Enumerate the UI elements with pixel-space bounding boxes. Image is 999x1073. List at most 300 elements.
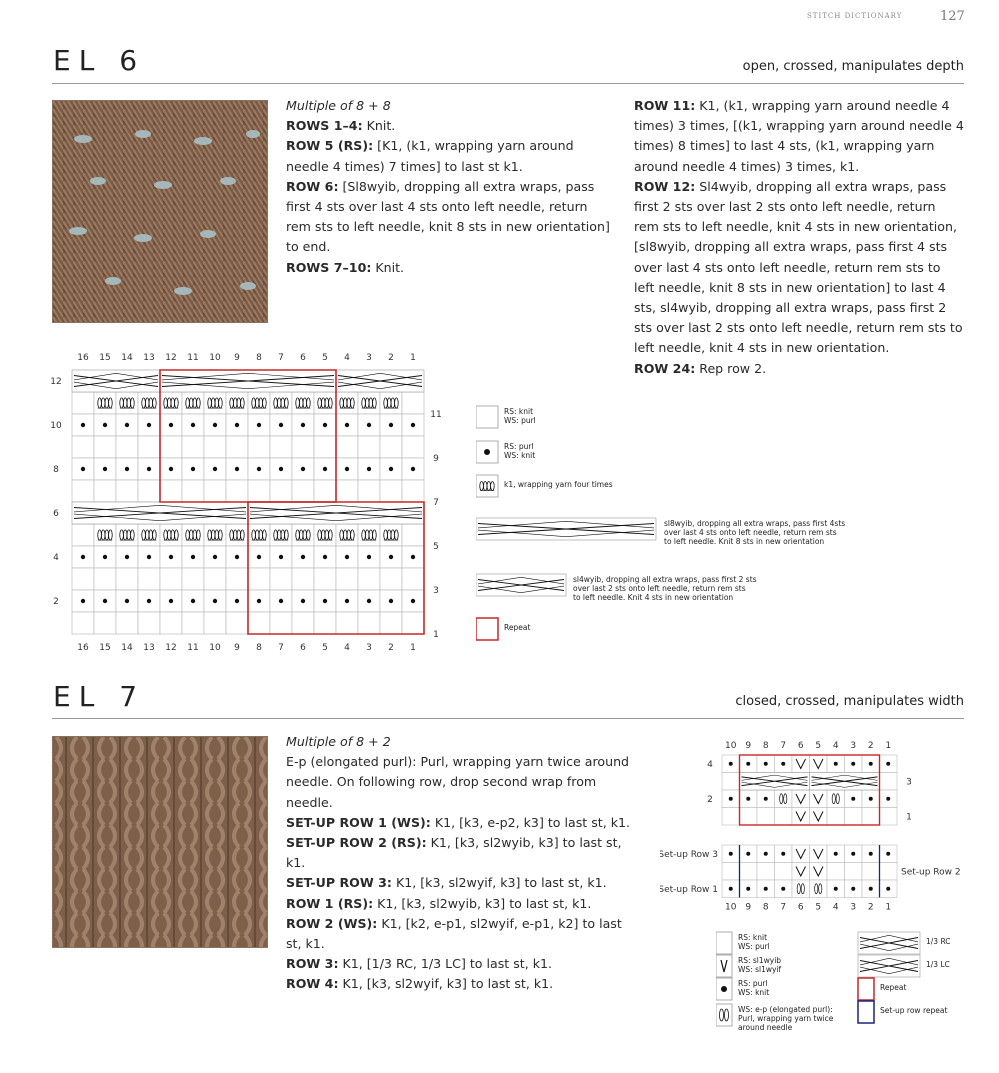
el7-col-number: 5 bbox=[815, 902, 822, 913]
el6-col-number: 16 bbox=[77, 353, 89, 363]
chart-cell bbox=[336, 480, 358, 502]
el6-chart-top-numbers bbox=[77, 353, 416, 363]
purl-dot-icon bbox=[869, 762, 873, 766]
purl-dot-icon bbox=[235, 555, 239, 559]
purl-dot-icon bbox=[169, 467, 173, 471]
chart-cell bbox=[402, 436, 424, 458]
el6-col-number: 10 bbox=[209, 643, 221, 653]
el6-col-number: 1 bbox=[410, 353, 416, 363]
repeat-icon bbox=[476, 618, 498, 640]
chart-cell bbox=[292, 612, 314, 634]
chart-cell bbox=[862, 808, 880, 826]
purl-dot-icon bbox=[213, 599, 217, 603]
legend-label bbox=[926, 960, 950, 969]
chart-cell bbox=[138, 436, 160, 458]
purl-dot-icon bbox=[389, 599, 393, 603]
legend-label-line: RS: sl1wyib bbox=[738, 956, 782, 965]
purl-dot-icon bbox=[235, 599, 239, 603]
purl-dot-icon bbox=[345, 423, 349, 427]
purl-dot-icon bbox=[169, 599, 173, 603]
el6-instruction-row-text: Knit. bbox=[362, 118, 396, 134]
purl-dot-icon bbox=[213, 467, 217, 471]
purl-dot-icon bbox=[367, 555, 371, 559]
chart-cell bbox=[792, 863, 810, 881]
el7-chart bbox=[660, 736, 960, 916]
el7-col-number: 9 bbox=[745, 741, 752, 751]
legend-label-line: over last 4 sts onto left needle, return rem sts bbox=[664, 528, 837, 537]
legend-item bbox=[476, 406, 536, 428]
chart-cell bbox=[292, 568, 314, 590]
chart-cell bbox=[336, 568, 358, 590]
purl-dot-icon bbox=[213, 423, 217, 427]
chart-cell bbox=[336, 436, 358, 458]
chart-cell bbox=[94, 612, 116, 634]
el6-instruction-line bbox=[634, 96, 964, 177]
el6-instruction-line bbox=[286, 96, 616, 116]
purl-dot-icon bbox=[851, 797, 855, 801]
chart-cell bbox=[270, 436, 292, 458]
el7-chart-grid bbox=[722, 755, 897, 898]
rc-cable-icon bbox=[858, 932, 920, 954]
el7-col-number: 9 bbox=[745, 902, 752, 913]
legend-label-line: WS: knit bbox=[738, 988, 770, 997]
el6-instructions-col2 bbox=[634, 96, 964, 379]
chart-cell bbox=[226, 568, 248, 590]
chart-cell bbox=[880, 773, 898, 791]
chart-cell bbox=[336, 612, 358, 634]
lc-cable-icon bbox=[810, 773, 880, 791]
legend-label bbox=[738, 979, 769, 997]
el6-instruction-row-label: ROWS 7–10: bbox=[286, 259, 372, 275]
chart-cell bbox=[827, 808, 845, 826]
el7-instruction-line bbox=[286, 894, 631, 914]
purl-dot-icon bbox=[257, 599, 261, 603]
purl-dot-icon bbox=[764, 762, 768, 766]
legend-label-line: Set-up row repeat bbox=[880, 1006, 948, 1015]
purl-dot-icon bbox=[125, 423, 129, 427]
legend-label bbox=[504, 407, 536, 425]
el6-col-number: 6 bbox=[300, 643, 306, 653]
el7-col-number: 4 bbox=[832, 902, 839, 913]
purl-dot-icon bbox=[746, 852, 750, 856]
el7-legend-right bbox=[858, 932, 951, 1023]
purl-dot-icon bbox=[851, 852, 855, 856]
purl-dot-icon bbox=[389, 467, 393, 471]
purl-dot-icon bbox=[191, 467, 195, 471]
el6-instructions-col1 bbox=[286, 96, 616, 278]
chart-cell bbox=[775, 808, 793, 826]
el6-col-number: 10 bbox=[209, 353, 221, 363]
chart-cell bbox=[358, 612, 380, 634]
el7-instruction-row-label: SET-UP ROW 3: bbox=[286, 875, 392, 891]
purl-dot-icon bbox=[729, 887, 733, 891]
chart-cell bbox=[845, 863, 863, 881]
chart-cell bbox=[722, 808, 740, 826]
el7-instruction-row-text: K1, [k3, sl2wyib, k3] to last st, k1. bbox=[373, 895, 592, 911]
el6-left-row-numbers bbox=[50, 377, 62, 607]
el7-instruction-line bbox=[286, 732, 631, 752]
knit-icon bbox=[716, 932, 732, 954]
purl-dot-icon bbox=[729, 762, 733, 766]
purl-dot-icon bbox=[81, 423, 85, 427]
purl-dot-icon bbox=[411, 599, 415, 603]
purl-dot-icon bbox=[764, 852, 768, 856]
chart-cell bbox=[722, 773, 740, 791]
chart-cell bbox=[72, 568, 94, 590]
running-head: STITCH DICTIONARY bbox=[807, 12, 903, 20]
legend-label-line: WS: e-p (elongated purl): bbox=[738, 1005, 833, 1014]
legend-label-line: RS: purl bbox=[738, 979, 768, 988]
chart-cell bbox=[810, 863, 828, 881]
el7-setup-label: Set-up Row 2 bbox=[901, 867, 960, 878]
chart-cell bbox=[380, 480, 402, 502]
purl-dot-icon bbox=[235, 423, 239, 427]
purl-dot-icon bbox=[411, 555, 415, 559]
el7-row-number: 2 bbox=[707, 794, 713, 805]
cross4-icon bbox=[476, 574, 566, 596]
el6-row-number: 8 bbox=[53, 465, 59, 475]
legend-item bbox=[476, 441, 535, 463]
chart-cell bbox=[270, 480, 292, 502]
el7-rule bbox=[52, 718, 964, 719]
purl-dot-icon bbox=[484, 449, 490, 455]
chart-cell bbox=[138, 568, 160, 590]
el7-chart-top-numbers bbox=[725, 741, 891, 751]
purl-dot-icon bbox=[781, 852, 785, 856]
chart-cell bbox=[226, 480, 248, 502]
el6-row-number: 5 bbox=[433, 542, 439, 552]
chart-cell bbox=[380, 612, 402, 634]
el7-col-number: 8 bbox=[762, 741, 769, 751]
el6-title: EL 6 bbox=[53, 44, 146, 77]
purl-dot-icon bbox=[367, 599, 371, 603]
el6-instruction-row-label: ROW 11: bbox=[634, 98, 696, 113]
chart-cell bbox=[402, 392, 424, 414]
chart-cell bbox=[72, 524, 94, 546]
el7-col-number: 5 bbox=[815, 741, 822, 751]
cross8-icon bbox=[160, 370, 336, 392]
purl-dot-icon bbox=[103, 467, 107, 471]
el6-col-number: 3 bbox=[366, 643, 372, 653]
chart-cell bbox=[138, 612, 160, 634]
purl-dot-icon bbox=[781, 762, 785, 766]
el6-instruction-line bbox=[286, 136, 616, 176]
purl-dot-icon bbox=[851, 762, 855, 766]
purl-dot-icon bbox=[213, 555, 217, 559]
chart-cell bbox=[402, 568, 424, 590]
el6-instruction-row-text: Knit. bbox=[371, 259, 405, 275]
el6-col-number: 11 bbox=[187, 643, 199, 653]
legend-item bbox=[476, 518, 845, 546]
chart-cell bbox=[862, 863, 880, 881]
chart-cell bbox=[380, 436, 402, 458]
el7-instruction-row-text: E-p (elongated purl): Purl, wrapping yarn twice around needle. On following row, drop second wrap from needle. bbox=[286, 754, 630, 810]
chart-cell bbox=[880, 863, 898, 881]
el6-instruction-line bbox=[634, 359, 964, 379]
purl-dot-icon bbox=[886, 887, 890, 891]
cross8-icon bbox=[72, 502, 248, 524]
legend-label-line: RS: purl bbox=[504, 442, 534, 451]
chart-cell bbox=[226, 436, 248, 458]
cross4-icon bbox=[72, 370, 160, 392]
el6-col-number: 1 bbox=[410, 643, 416, 653]
el7-title: EL 7 bbox=[53, 680, 146, 713]
el6-col-number: 16 bbox=[77, 643, 89, 653]
chart-cell bbox=[94, 436, 116, 458]
el6-col-number: 7 bbox=[278, 643, 284, 653]
el6-row-number: 4 bbox=[53, 553, 59, 563]
el7-col-number: 10 bbox=[725, 741, 737, 751]
chart-cell bbox=[792, 808, 810, 826]
el6-tags: open, crossed, manipulates depth bbox=[742, 59, 964, 74]
chart-cell bbox=[72, 436, 94, 458]
purl-dot-icon bbox=[103, 423, 107, 427]
el7-col-number: 10 bbox=[725, 902, 737, 913]
el7-instruction-row-label: ROW 1 (RS): bbox=[286, 895, 374, 911]
el6-col-number: 11 bbox=[187, 353, 199, 363]
el7-col-number: 6 bbox=[797, 902, 804, 913]
chart-cell bbox=[248, 480, 270, 502]
el7-col-number: 4 bbox=[832, 741, 839, 751]
el6-col-number: 8 bbox=[256, 353, 262, 363]
el6-col-number: 15 bbox=[99, 353, 111, 363]
purl-dot-icon bbox=[279, 467, 283, 471]
purl-dot-icon bbox=[103, 599, 107, 603]
el6-rule bbox=[52, 83, 964, 84]
purl-dot-icon bbox=[81, 555, 85, 559]
chart-cell bbox=[116, 612, 138, 634]
legend-item bbox=[716, 978, 769, 1000]
el7-instruction-row-label: SET-UP ROW 1 (WS): bbox=[286, 814, 431, 830]
chart-cell bbox=[270, 568, 292, 590]
el6-col-number: 13 bbox=[143, 643, 155, 653]
el6-chart-bottom-numbers bbox=[77, 643, 416, 653]
purl-dot-icon bbox=[729, 797, 733, 801]
purl-dot-icon bbox=[834, 852, 838, 856]
el7-chart-bottom-numbers bbox=[725, 903, 891, 913]
purl-dot-icon bbox=[301, 467, 305, 471]
purl-dot-icon bbox=[721, 986, 727, 992]
legend-label bbox=[664, 519, 845, 546]
purl-dot-icon bbox=[367, 467, 371, 471]
chart-cell bbox=[792, 790, 810, 808]
purl-dot-icon bbox=[191, 555, 195, 559]
legend-item bbox=[858, 1001, 947, 1023]
purl-dot-icon bbox=[257, 423, 261, 427]
el6-instruction-row-text: [Sl8wyib, dropping all extra wraps, pass first 4 sts over last 4 sts onto left needle, return rem sts to left needle, knit 8 sts in new orientation] to end. bbox=[286, 178, 610, 255]
el6-instruction-row-label: ROW 6: bbox=[286, 178, 339, 194]
purl-dot-icon bbox=[81, 599, 85, 603]
el7-instruction-row-text: K1, [k3, sl2wyif, k3] to last st, k1. bbox=[338, 976, 554, 992]
chart-cell bbox=[810, 790, 828, 808]
legend-item bbox=[716, 932, 770, 954]
chart-cell bbox=[380, 568, 402, 590]
chart-cell bbox=[248, 436, 270, 458]
el7-col-number: 7 bbox=[780, 902, 787, 913]
chart-cell bbox=[182, 612, 204, 634]
el6-col-number: 7 bbox=[278, 353, 284, 363]
purl-dot-icon bbox=[746, 762, 750, 766]
purl-dot-icon bbox=[191, 599, 195, 603]
el7-instruction-line bbox=[286, 833, 631, 873]
purl-dot-icon bbox=[886, 797, 890, 801]
legend-item bbox=[476, 618, 530, 640]
legend-label bbox=[504, 623, 530, 632]
chart-cell bbox=[402, 480, 424, 502]
purl-dot-icon bbox=[869, 852, 873, 856]
el6-col-number: 4 bbox=[344, 643, 350, 653]
purl-dot-icon bbox=[764, 797, 768, 801]
el7-instruction-row-text: K1, [k3, sl2wyif, k3] to last st, k1. bbox=[391, 875, 607, 891]
page-number: 127 bbox=[940, 9, 965, 24]
lc-cable-icon bbox=[858, 955, 920, 977]
legend-item bbox=[858, 978, 906, 1000]
legend-label-line: k1, wrapping yarn four times bbox=[504, 480, 613, 489]
purl-dot-icon bbox=[886, 852, 890, 856]
el7-swatch-photo bbox=[52, 736, 268, 948]
purl-dot-icon bbox=[301, 599, 305, 603]
repeat-icon bbox=[858, 978, 874, 1000]
el7-instruction-row-label: ROW 3: bbox=[286, 956, 339, 972]
chart-cell bbox=[270, 612, 292, 634]
legend-label bbox=[880, 1006, 947, 1015]
legend-label-line: around needle bbox=[738, 1023, 793, 1032]
el6-instruction-row-label: ROW 24: bbox=[634, 360, 696, 376]
el6-right-row-numbers bbox=[430, 410, 441, 640]
el6-col-number: 5 bbox=[322, 643, 328, 653]
chart-cell bbox=[810, 845, 828, 863]
el6-chart bbox=[44, 346, 464, 656]
chart-cell bbox=[775, 790, 793, 808]
purl-dot-icon bbox=[729, 852, 733, 856]
el7-col-number: 3 bbox=[850, 741, 857, 751]
el7-setup-label: Set-up Row 3 bbox=[660, 849, 718, 860]
el7-row-number: 3 bbox=[906, 777, 912, 788]
el7-instruction-row-label: ROW 4: bbox=[286, 976, 339, 992]
el7-col-number: 7 bbox=[780, 741, 787, 751]
legend-label-line: WS: knit bbox=[504, 451, 536, 460]
el6-col-number: 9 bbox=[234, 353, 240, 363]
legend-label bbox=[926, 937, 951, 946]
el6-col-number: 15 bbox=[99, 643, 111, 653]
el7-col-number: 3 bbox=[850, 902, 857, 913]
el6-instruction-line bbox=[286, 116, 616, 136]
chart-cell bbox=[314, 436, 336, 458]
chart-cell bbox=[138, 480, 160, 502]
legend-label-line: Purl, wrapping yarn twice bbox=[738, 1014, 834, 1023]
legend-label bbox=[573, 575, 757, 602]
legend-label-line: over last 2 sts onto left needle, return rem sts bbox=[573, 584, 746, 593]
purl-dot-icon bbox=[345, 599, 349, 603]
legend-label bbox=[738, 956, 782, 974]
chart-cell bbox=[792, 845, 810, 863]
purl-dot-icon bbox=[764, 887, 768, 891]
legend-label-line: Repeat bbox=[880, 983, 907, 992]
purl-dot-icon bbox=[323, 467, 327, 471]
el6-instruction-row-label: ROWS 1–4: bbox=[286, 118, 363, 134]
cross8-icon bbox=[476, 518, 656, 540]
el7-legend-left bbox=[716, 932, 834, 1032]
legend-label bbox=[504, 480, 613, 489]
el7-instruction-row-label: SET-UP ROW 2 (RS): bbox=[286, 835, 427, 851]
el6-instruction-line bbox=[286, 258, 616, 278]
chart-cell bbox=[204, 480, 226, 502]
legend-label-line: to left needle. Knit 8 sts in new orientation bbox=[664, 537, 825, 546]
legend-label bbox=[738, 1005, 834, 1032]
chart-cell bbox=[757, 863, 775, 881]
legend-label bbox=[880, 983, 906, 992]
chart-cell bbox=[182, 568, 204, 590]
purl-dot-icon bbox=[834, 887, 838, 891]
purl-dot-icon bbox=[345, 467, 349, 471]
purl-dot-icon bbox=[323, 599, 327, 603]
el6-col-number: 6 bbox=[300, 353, 306, 363]
el6-col-number: 12 bbox=[165, 643, 177, 653]
el7-instruction-line bbox=[286, 873, 631, 893]
chart-cell bbox=[314, 480, 336, 502]
purl-dot-icon bbox=[389, 423, 393, 427]
el6-instruction-row-text: Rep row 2. bbox=[695, 360, 767, 376]
legend-label-line: WS: purl bbox=[738, 942, 770, 951]
el6-row-number: 12 bbox=[50, 377, 62, 387]
legend-label-line: to left needle. Knit 4 sts in new orientation bbox=[573, 593, 734, 602]
el7-col-number: 8 bbox=[762, 902, 769, 913]
chart-cell bbox=[792, 880, 810, 898]
el6-col-number: 14 bbox=[121, 643, 133, 653]
chart-cell bbox=[248, 568, 270, 590]
el7-instruction-line bbox=[286, 914, 631, 954]
chart-cell bbox=[792, 755, 810, 773]
el6-col-number: 2 bbox=[388, 643, 394, 653]
el6-row-number: 2 bbox=[53, 597, 59, 607]
purl-dot-icon bbox=[869, 887, 873, 891]
legend-item bbox=[716, 955, 782, 977]
chart-cell bbox=[827, 790, 845, 808]
purl-dot-icon bbox=[257, 467, 261, 471]
purl-dot-icon bbox=[103, 555, 107, 559]
purl-dot-icon bbox=[851, 887, 855, 891]
chart-cell bbox=[880, 808, 898, 826]
chart-cell bbox=[226, 612, 248, 634]
el7-instruction-row-text: K1, [1/3 RC, 1/3 LC] to last st, k1. bbox=[338, 956, 553, 972]
chart-cell bbox=[160, 612, 182, 634]
el7-setup-label: Set-up Row 1 bbox=[660, 884, 718, 895]
legend-label-line: 1/3 LC bbox=[926, 960, 950, 969]
chart-cell bbox=[72, 392, 94, 414]
el6-col-number: 8 bbox=[256, 643, 262, 653]
chart-cell bbox=[358, 436, 380, 458]
el6-instruction-row-text: [K1, (k1, wrapping yarn around needle 4 times) 7 times] to last st k1. bbox=[286, 138, 574, 174]
legend-item bbox=[476, 475, 613, 497]
slip-icon bbox=[716, 955, 732, 977]
legend-label-line: WS: sl1wyif bbox=[738, 965, 782, 974]
el6-swatch-photo bbox=[52, 100, 268, 323]
legend-item bbox=[858, 932, 951, 954]
el7-instruction-row-text: K1, [k3, sl2wyib, k3] to last st, k1. bbox=[286, 835, 622, 871]
purl-dot-icon bbox=[169, 555, 173, 559]
el7-instruction-row-text: Multiple of 8 + 2 bbox=[286, 734, 391, 749]
chart-cell bbox=[182, 436, 204, 458]
chart-cell bbox=[810, 755, 828, 773]
el6-row-number: 1 bbox=[433, 630, 439, 640]
legend-label bbox=[738, 933, 770, 951]
purl-dot-icon bbox=[147, 555, 151, 559]
cross4-icon bbox=[336, 370, 424, 392]
purl-dot-icon bbox=[147, 467, 151, 471]
el6-legend bbox=[476, 400, 896, 650]
el6-col-number: 4 bbox=[344, 353, 350, 363]
el7-col-number: 1 bbox=[885, 741, 892, 751]
